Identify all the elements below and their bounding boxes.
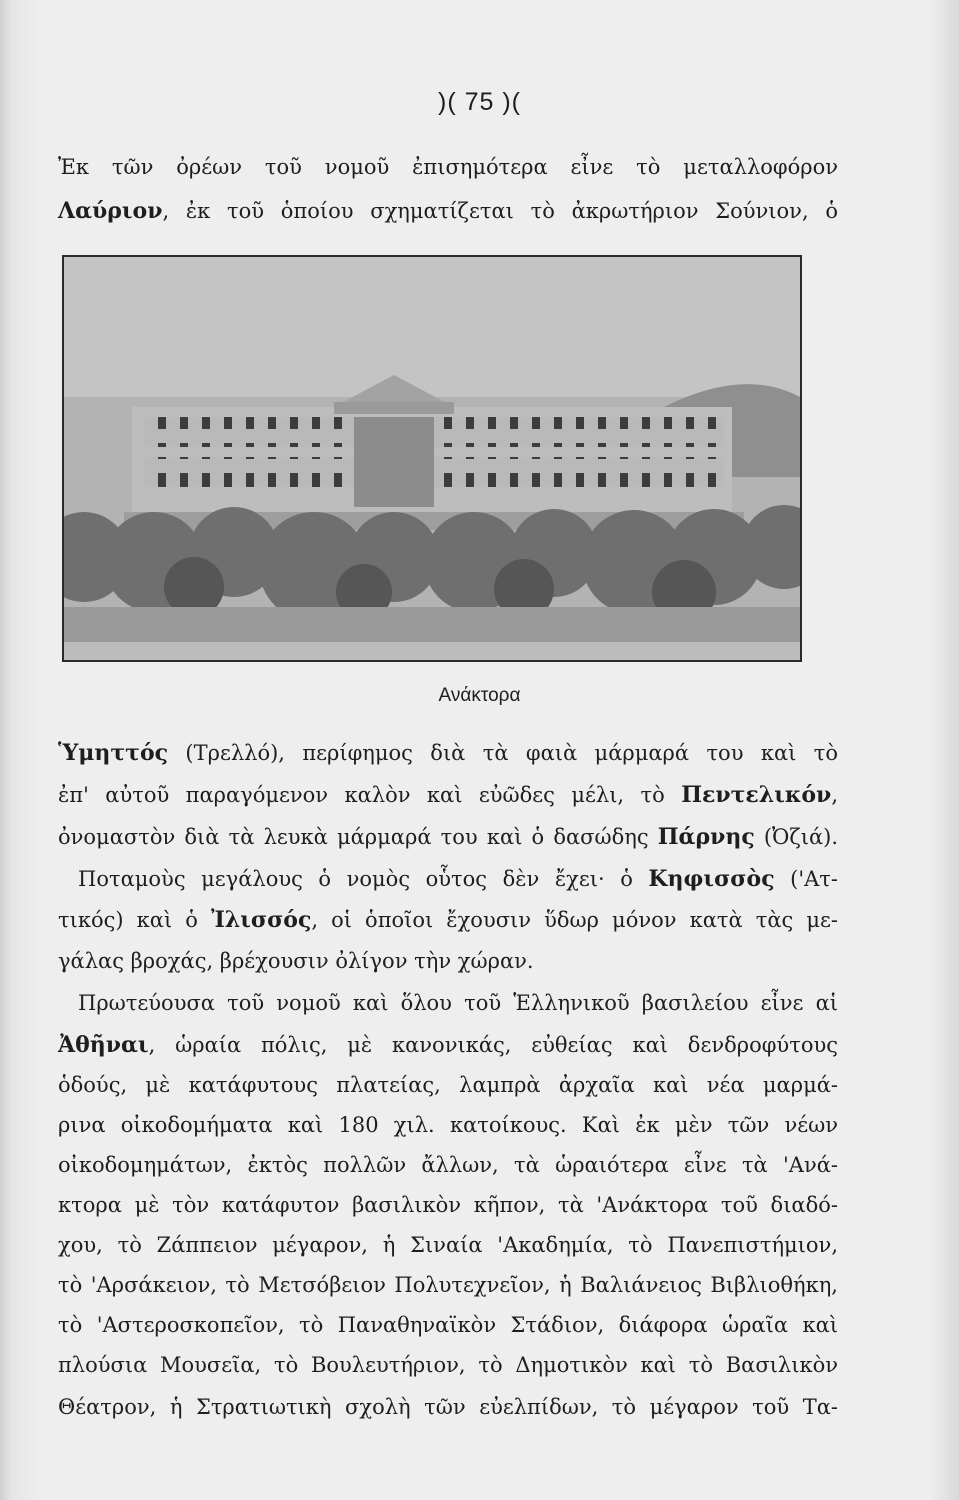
bold-term: Λαύριον — [58, 198, 163, 224]
figure-caption: Ανάκτορα — [438, 685, 521, 706]
text-line: Πρωτεύουσα τοῦ νομοῦ καὶ ὅλου τοῦ Ἑλληνικοῦ βασιλείου εἶνε αἱ — [78, 991, 838, 1015]
text-line: ὁδούς, μὲ κατάφυτους πλατείας, λαμπρὰ ἀρχαῖα καὶ νέα μαρμά- — [58, 1073, 838, 1097]
text-line: Λαύριον, ἐκ τοῦ ὁποίου σχηματίζεται τὸ ἀκρωτήριον Σούνιον, ὁ — [58, 198, 838, 224]
text-line: Ὑμηττός (Τρελλό), περίφημος διὰ τὰ φαιὰ μάρμαρά του καὶ τὸ — [58, 740, 838, 766]
text-line: Θέατρον, ἡ Στρατιωτικὴ σχολὴ τῶν εὐελπίδων, τὸ μέγαρον τοῦ Τα- — [58, 1395, 838, 1419]
text-line: κτορα μὲ τὸν κατάφυτον βασιλικὸν κῆπον, τὰ 'Ανάκτορα τοῦ διαδό- — [58, 1193, 838, 1217]
text-line: Ἐκ τῶν ὀρέων τοῦ νομοῦ ἐπισημότερα εἶνε τὸ μεταλλοφόρον — [58, 155, 838, 179]
text-line: οἰκοδομημάτων, ἐκτὸς πολλῶν ἄλλων, τὰ ὡραιότερα εἶνε τὰ 'Ανά- — [58, 1153, 838, 1177]
bold-term: Πάρνης — [657, 824, 755, 850]
bold-term: Πεντελικόν — [681, 782, 832, 808]
palace-photograph — [62, 255, 802, 662]
text-line: χου, τὸ Ζάππειον μέγαρον, ἡ Σιναία 'Ακαδημία, τὸ Πανεπιστήμιον, — [58, 1233, 838, 1257]
bold-term: Ἰλισσός — [210, 907, 312, 933]
text-line: τὸ 'Αρσάκειον, τὸ Μετσόβειον Πολυτεχνεῖον, ἡ Βαλιάνειος Βιβλιοθήκη, — [58, 1273, 838, 1297]
bold-term: Κηφισσὸς — [648, 866, 775, 892]
text-line: τὸ 'Αστεροσκοπεῖον, τὸ Παναθηναϊκὸν Στάδιον, διάφορα ὡραῖα καὶ — [58, 1313, 838, 1337]
bold-term: Ἀθῆναι — [58, 1032, 149, 1058]
text-line: πλούσια Μουσεῖα, τὸ Βουλευτήριον, τὸ Δημοτικὸν καὶ τὸ Βασιλικὸν — [58, 1353, 838, 1377]
text-line: Ἀθῆναι, ὡραία πόλις, μὲ κανονικάς, εὐθείας καὶ δενδροφύτους — [58, 1032, 838, 1058]
text-line: Ποταμοὺς μεγάλους ὁ νομὸς οὗτος δὲν ἔχει· ὁ Κηφισσὸς ('Ατ- — [78, 866, 838, 892]
bold-term: Ὑμηττός — [58, 740, 169, 766]
page-number: )( 75 )( — [438, 88, 521, 116]
palace-illustration — [64, 257, 800, 660]
text-line: ρινα οἰκοδομήματα καὶ 180 χιλ. κατοίκους. Καὶ ἐκ μὲν τῶν νέων — [58, 1113, 838, 1137]
text-line: γάλας βροχάς, βρέχουσιν ὀλίγον τὴν χώραν. — [58, 949, 534, 973]
text-line: τικός) καὶ ὁ Ἰλισσός, οἱ ὁποῖοι ἔχουσιν ὕδωρ μόνον κατὰ τὰς με- — [58, 907, 838, 933]
text-line: ὀνομαστὸν διὰ τὰ λευκὰ μάρμαρά του καὶ ὁ δασώδης Πάρνης (Ὀζιά). — [58, 824, 839, 850]
text-line: ἐπ' αὐτοῦ παραγόμενον καλὸν καὶ εὐῶδες μέλι, τὸ Πεντελικόν, — [58, 782, 838, 808]
